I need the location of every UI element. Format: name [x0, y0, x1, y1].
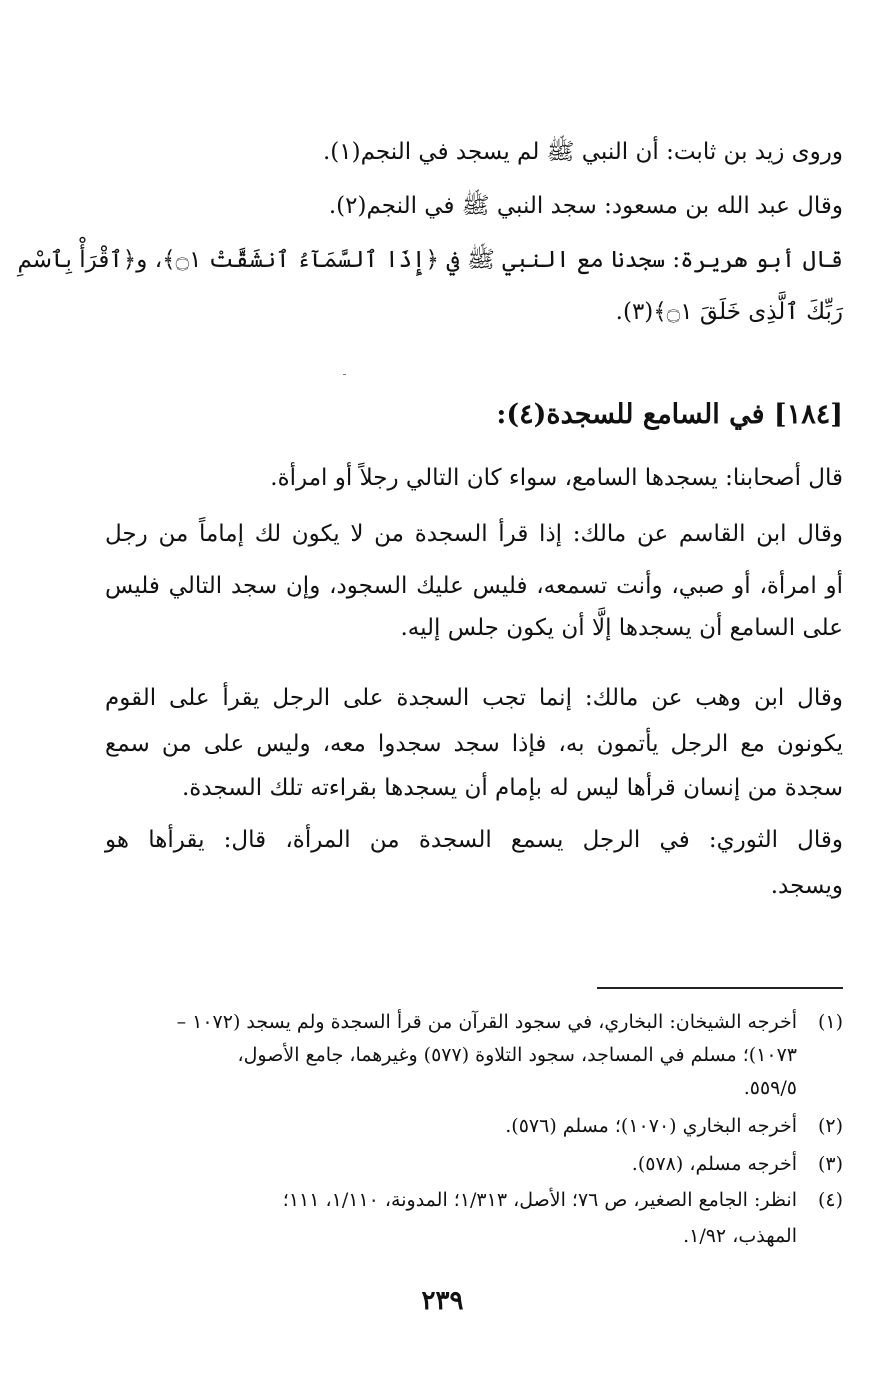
- footnote-text: أخرجه البخاري (١٠٧٠)؛ مسلم (٥٧٦).: [505, 1115, 797, 1137]
- footnote: [105, 1072, 797, 1105]
- footnote-text: انظر: الجامع الصغير، ص ٧٦؛ الأصل، ١/٣١٣؛ المدونة، ١/١١٠، ١١١؛: [282, 1189, 797, 1211]
- text-line: قال أبو هريرة: سجدنا مع النبي ﷺ في ﴿إِذَا ٱلسَّمَآءُ ٱنشَقَّتْ ۝١﴾، و﴿ٱقْرَأْ بِٱسْمِ: [17, 247, 843, 273]
- footnote-text: المهذب، ١/٩٢.: [683, 1225, 797, 1247]
- paragraph-line: وقال ابن وهب عن مالك: إنما تجب السجدة على الرجل يقرأ على القوم: [105, 685, 843, 711]
- paragraph-line: على السامع أن يسجدها إلَّا أن يكون جلس إليه.: [400, 615, 843, 641]
- footnote-number: (٢): [817, 1115, 843, 1137]
- page-number: ٢٣٩: [421, 1286, 464, 1316]
- paragraph-line: ويسجد.: [770, 873, 843, 899]
- footnote-divider: [597, 987, 843, 989]
- footnote-number: (٤): [817, 1189, 843, 1211]
- footnote: [105, 1184, 843, 1217]
- footnote-number: (١): [817, 1011, 843, 1033]
- footnote-text: أخرجه الشيخان: البخاري، في سجود القرآن من قرأ السجدة ولم يسجد (١٠٧٢ –: [176, 1011, 797, 1033]
- text-line: وروى زيد بن ثابت: أن النبي ﷺ لم يسجد في النجم(١).: [322, 139, 843, 165]
- text-line: رَبِّكَ ٱلَّذِى خَلَقَ ۝١﴾(٣).: [615, 299, 843, 325]
- footnote: [105, 1220, 797, 1253]
- footnote: [105, 1110, 843, 1143]
- paragraph-line: وقال ابن القاسم عن مالك: إذا قرأ السجدة من لا يكون لك إماماً من رجل: [105, 521, 843, 547]
- footnote-text: أخرجه مسلم، (٥٧٨).: [631, 1153, 797, 1175]
- section-heading: [١٨٤] في السامع للسجدة(٤):: [496, 399, 843, 430]
- footnote-text: ١٠٧٣)؛ مسلم في المساجد، سجود التلاوة (٥٧٧) وغيرهما، جامع الأصول،: [237, 1044, 797, 1066]
- footnote: [105, 1148, 843, 1181]
- footnote-text: ٥٥٩/٥.: [743, 1077, 797, 1099]
- paragraph-line: يكونون مع الرجل يأتمون به، فإذا سجد سجدوا معه، وليس على من سمع: [105, 731, 843, 757]
- text-line: وقال عبد الله بن مسعود: سجد النبي ﷺ في النجم(٢).: [328, 193, 843, 219]
- paragraph-line: سجدة من إنسان قرأها ليس له بإمام أن يسجدها بقراءته تلك السجدة.: [181, 775, 843, 801]
- footnote: [105, 1006, 843, 1039]
- footnote-number: (٣): [817, 1153, 843, 1175]
- footnote: [105, 1039, 797, 1072]
- scan-speck: [343, 374, 346, 375]
- paragraph-line: قال أصحابنا: يسجدها السامع، سواء كان التالي رجلاً أو امرأة.: [270, 465, 843, 491]
- paragraph-line: وقال الثوري: في الرجل يسمع السجدة من المرأة، قال: يقرأها هو: [105, 827, 843, 853]
- paragraph-line: أو امرأة، أو صبي، وأنت تسمعه، فليس عليك السجود، وإن سجد التالي فليس: [105, 573, 843, 599]
